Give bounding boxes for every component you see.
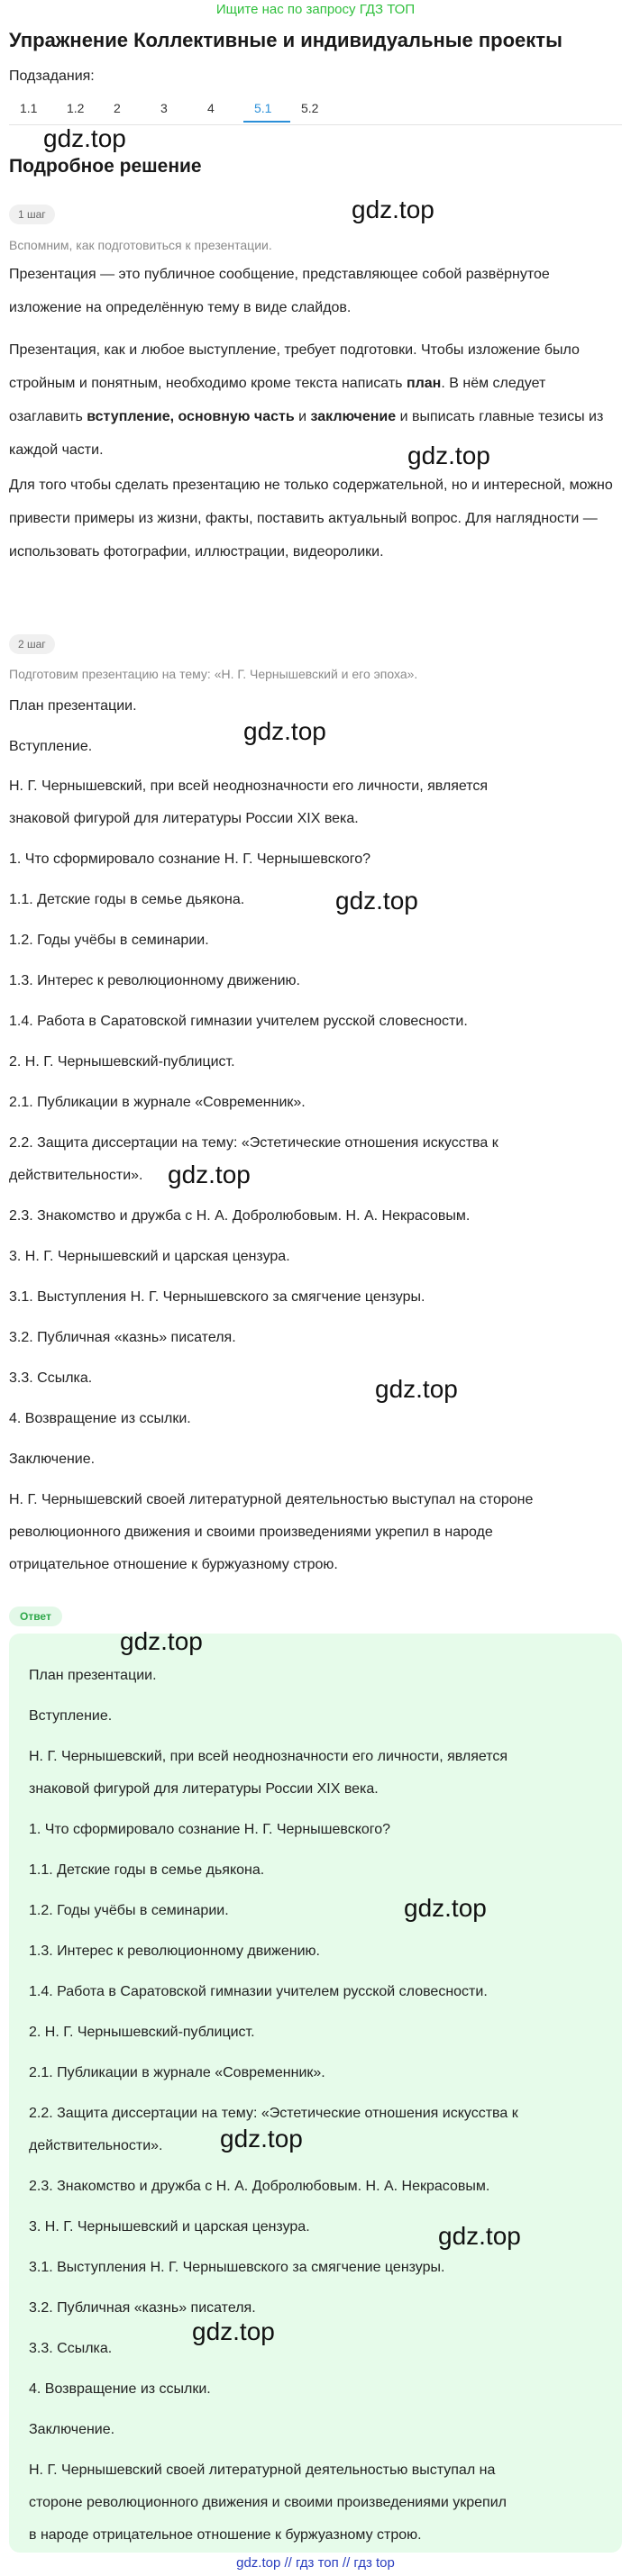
watermark: gdz.top (168, 1161, 251, 1188)
plan-line: 3.1. Выступления Н. Г. Чернышевского за смягчение цензуры. (9, 1289, 425, 1305)
step-2-note: Подготовим презентацию на тему: «Н. Г. Чернышевский и его эпоха». (9, 667, 418, 681)
answer-line: 1.1. Детские годы в семье дьякона. (29, 1862, 265, 1878)
answer-line: 2.2. Защита диссертации на тему: «Эстетические отношения искусства к (29, 2106, 518, 2121)
footer-watermark: gdz.top // гдз топ // гдз top (236, 2555, 395, 2571)
answer-line: План презентации. (29, 1668, 157, 1683)
answer-box (9, 1634, 622, 2553)
plan-line: 1.4. Работа в Саратовской гимназии учителем русской словесности. (9, 1014, 468, 1029)
answer-line: 2.1. Публикации в журнале «Современник». (29, 2065, 325, 2080)
step-1-paragraph-2: Презентация, как и любое выступление, требует подготовки. Чтобы изложение было стройным и понятным, необходимо кроме текста написать план. В нём следует озаглавить вступление, основную часть и заключение и выписать главные тезисы из каждой части. (9, 342, 604, 458)
plan-line: 3. Н. Г. Чернышевский и царская цензура. (9, 1249, 290, 1264)
solution-heading: Подробное решение (9, 156, 202, 177)
answer-line: действительности». (29, 2138, 163, 2153)
plan-line: 2.3. Знакомство и дружба с Н. А. Добролюбовым. Н. А. Некрасовым. (9, 1208, 471, 1224)
answer-line: 1.2. Годы учёбы в семинарии. (29, 1903, 229, 1918)
watermark: gdz.top (220, 2125, 303, 2153)
step-1-paragraph-3: Для того чтобы сделать презентацию не только содержательной, но и интересной, можно привести примеры из жизни, факты, поставить актуальный вопрос. Для наглядности — использовать фотографии, иллюстрации, видеоролики. (9, 478, 613, 560)
plan-line: 1.3. Интерес к революционному движению. (9, 973, 300, 988)
tab-2[interactable]: 2 (114, 101, 121, 115)
plan-line: 3.3. Ссылка. (9, 1370, 93, 1386)
answer-line: 3.1. Выступления Н. Г. Чернышевского за смягчение цензуры. (29, 2260, 445, 2275)
watermark: gdz.top (438, 2222, 521, 2250)
plan-line: Н. Г. Чернышевский, при всей неоднозначности его личности, является (9, 778, 489, 794)
plan-line: революционного движения и своими произведениями укрепил в народе (9, 1525, 493, 1540)
answer-line: Н. Г. Чернышевский своей литературной деятельностью выступал на (29, 2462, 496, 2478)
answer-line: 1.4. Работа в Саратовской гимназии учителем русской словесности. (29, 1984, 488, 1999)
answer-line: Заключение. (29, 2422, 115, 2437)
subtask-tabs (9, 94, 622, 125)
answer-line: стороне революционного движения и своими произведениями укрепил (29, 2495, 507, 2510)
tab-3[interactable]: 3 (160, 101, 168, 115)
answer-line: 3.3. Ссылка. (29, 2341, 113, 2356)
plan-line: 2.1. Публикации в журнале «Современник». (9, 1095, 306, 1110)
answer-line: знаковой фигурой для литературы России XIX века. (29, 1781, 379, 1797)
step-1-badge: 1 шаг (9, 205, 55, 224)
watermark: gdz.top (243, 717, 326, 745)
answer-badge: Ответ (9, 1607, 62, 1626)
answer-line: в народе отрицательное отношение к буржуазному строю. (29, 2527, 422, 2543)
tab-4[interactable]: 4 (207, 101, 215, 115)
plan-line: Н. Г. Чернышевский своей литературной деятельностью выступал на стороне (9, 1492, 534, 1507)
search-hint-banner: Ищите нас по запросу ГДЗ ТОП (215, 2, 416, 17)
plan-line: знаковой фигурой для литературы России XIX века. (9, 811, 359, 826)
answer-line: 2. Н. Г. Чернышевский-публицист. (29, 2025, 255, 2040)
plan-line: План презентации. (9, 698, 137, 714)
tab-5-2[interactable]: 5.2 (301, 101, 319, 115)
tab-1-2[interactable]: 1.2 (67, 101, 85, 115)
plan-line: 1.2. Годы учёбы в семинарии. (9, 933, 209, 948)
plan-line: Заключение. (9, 1452, 96, 1467)
watermark: gdz.top (352, 196, 434, 223)
watermark: gdz.top (120, 1627, 203, 1655)
answer-line: Н. Г. Чернышевский, при всей неоднозначности его личности, является (29, 1749, 508, 1764)
plan-line: 1.1. Детские годы в семье дьякона. (9, 892, 245, 907)
answer-line: Вступление. (29, 1708, 113, 1724)
plan-line: отрицательное отношение к буржуазному строю. (9, 1557, 338, 1572)
step-1-paragraph-1: Презентация — это публичное сообщение, представляющее собой развёрнутое изложение на определённую тему в виде слайдов. (9, 267, 550, 315)
watermark: gdz.top (43, 124, 126, 152)
plan-line: 1. Что сформировало сознание Н. Г. Чернышевского? (9, 851, 371, 867)
watermark: gdz.top (192, 2317, 275, 2345)
watermark: gdz.top (404, 1894, 487, 1922)
subtasks-label: Подзадания: (9, 68, 95, 84)
plan-line: 2. Н. Г. Чернышевский-публицист. (9, 1054, 235, 1070)
watermark: gdz.top (407, 441, 490, 469)
plan-line: 2.2. Защита диссертации на тему: «Эстетические отношения искусства к (9, 1135, 498, 1151)
tab-5-1[interactable]: 5.1 (243, 94, 290, 123)
answer-line: 4. Возвращение из ссылки. (29, 2381, 211, 2397)
answer-line: 3. Н. Г. Чернышевский и царская цензура. (29, 2219, 310, 2235)
watermark: gdz.top (375, 1375, 458, 1403)
plan-line: 4. Возвращение из ссылки. (9, 1411, 191, 1426)
plan-line: Вступление. (9, 739, 93, 754)
tab-1-1[interactable]: 1.1 (20, 101, 38, 115)
plan-line: действительности». (9, 1168, 143, 1183)
page-title: Упражнение Коллективные и индивидуальные проекты (9, 29, 562, 51)
answer-line: 1.3. Интерес к революционному движению. (29, 1943, 320, 1959)
watermark: gdz.top (335, 887, 418, 915)
plan-line: 3.2. Публичная «казнь» писателя. (9, 1330, 236, 1345)
answer-line: 1. Что сформировало сознание Н. Г. Чернышевского? (29, 1822, 391, 1837)
step-2-badge: 2 шаг (9, 634, 55, 654)
answer-line: 2.3. Знакомство и дружба с Н. А. Добролюбовым. Н. А. Некрасовым. (29, 2179, 490, 2194)
step-1-note: Вспомним, как подготовиться к презентации. (9, 238, 272, 252)
answer-line: 3.2. Публичная «казнь» писателя. (29, 2300, 256, 2316)
